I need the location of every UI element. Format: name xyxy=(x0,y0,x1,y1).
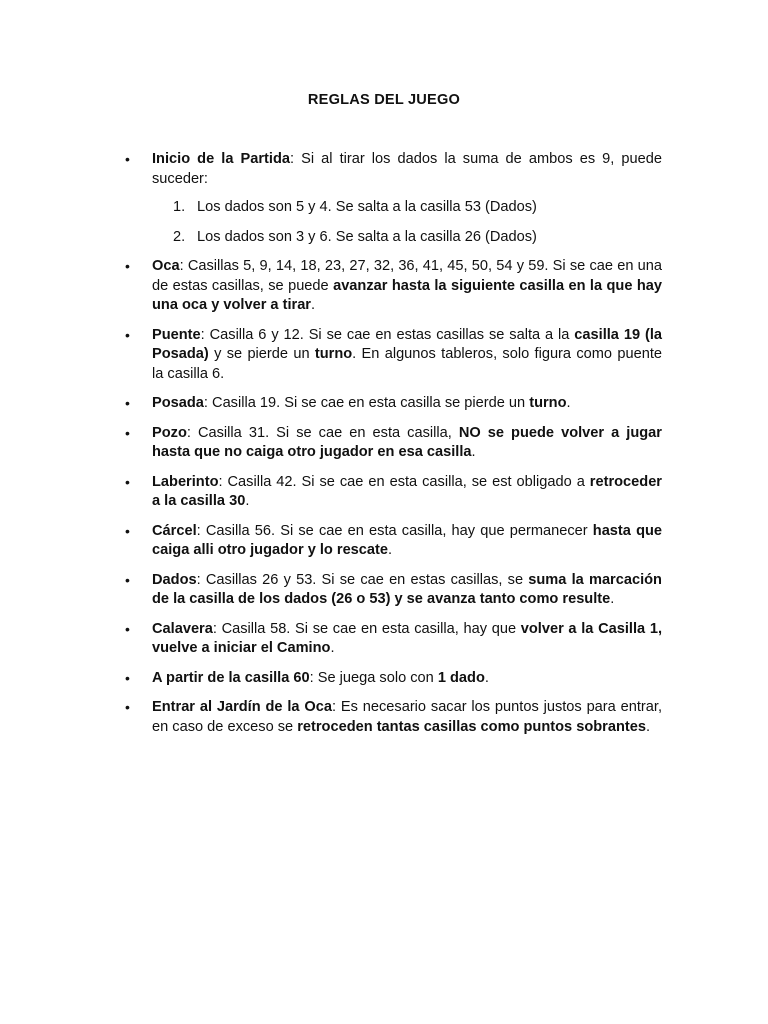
rule-description: . xyxy=(330,640,335,656)
rule-text xyxy=(152,150,662,189)
bullet-icon: • xyxy=(125,473,130,490)
sublist-text: Los dados son 5 y 4. Se salta a la casilla 53 (Dados) xyxy=(197,199,537,215)
page-title: REGLAS DEL JUEGO xyxy=(307,92,461,108)
rule-text xyxy=(152,424,662,463)
rule-term: Oca xyxy=(152,258,180,274)
sublist-item xyxy=(152,198,662,218)
rule-text xyxy=(152,326,662,385)
rule-term: Pozo xyxy=(152,424,187,441)
rule-description: : Casilla 19. Si se cae en esta casilla se pierde un xyxy=(203,395,530,411)
rule-emphasis: suma la marcación de la casilla de los dados (26 o 53) y se avanza tanto como resulte xyxy=(152,571,662,607)
bullet-icon: • xyxy=(125,326,130,343)
rule-text xyxy=(152,257,662,316)
bullet-icon: • xyxy=(125,151,130,167)
rule-oca xyxy=(125,257,662,316)
rule-casilla-60 xyxy=(125,669,662,689)
rule-posada xyxy=(125,394,662,414)
rule-sublist xyxy=(152,198,662,247)
rule-description: : Es necesario sacar los puntos justos para entrar, en caso de exceso se xyxy=(152,699,662,735)
rule-term: Calavera xyxy=(152,620,213,637)
rule-description: : Casilla 6 y 12. Si se cae en estas casillas se salta a la xyxy=(200,326,575,343)
bullet-icon: • xyxy=(125,620,130,637)
rule-description: . xyxy=(610,591,615,607)
sublist-item xyxy=(152,228,662,248)
rule-description: . xyxy=(484,669,489,686)
rule-emphasis: retroceden tantas casillas como puntos sobrantes xyxy=(297,718,646,735)
rule-term: Inicio de la Partida xyxy=(152,151,290,167)
rule-text xyxy=(152,669,662,689)
bullet-icon: • xyxy=(125,522,130,539)
rules-list xyxy=(125,150,663,747)
rule-pozo xyxy=(125,424,662,463)
bullet-icon: • xyxy=(125,258,130,274)
rule-calavera xyxy=(125,620,662,659)
rule-term: Dados xyxy=(152,571,197,588)
rule-laberinto xyxy=(125,473,662,512)
rule-term: Puente xyxy=(152,326,201,343)
rule-text xyxy=(152,473,662,512)
rule-emphasis: turno xyxy=(529,395,567,411)
rule-term: Cárcel xyxy=(152,522,197,539)
rule-emphasis: 1 dado xyxy=(437,669,485,686)
rule-emphasis: turno xyxy=(314,346,353,362)
rule-emphasis: NO se puede volver a jugar hasta que no caiga otro jugador en esa casilla xyxy=(152,424,662,460)
rule-description: . xyxy=(388,542,393,558)
rule-text xyxy=(152,620,662,659)
rule-text xyxy=(152,394,662,414)
rule-term: Posada xyxy=(152,395,204,411)
rule-text xyxy=(152,698,662,737)
rule-term: Laberinto xyxy=(152,473,219,490)
rule-description: . xyxy=(471,444,476,460)
rule-emphasis: volver a la Casilla 1, vuelve a iniciar el Camino xyxy=(152,620,662,656)
bullet-icon: • xyxy=(125,699,130,715)
sublist-number: 1. xyxy=(173,199,186,215)
bullet-icon: • xyxy=(125,395,130,411)
rule-inicio-partida xyxy=(125,150,663,247)
rule-emphasis: avanzar hasta la siguiente casilla en la que hay una oca y volver a tirar xyxy=(152,277,662,313)
rule-emphasis: hasta que caiga alli otro jugador y lo rescate xyxy=(152,522,663,558)
rule-description: : Se juega solo con xyxy=(309,669,438,686)
rule-text xyxy=(152,522,662,561)
rule-description: : Casilla 42. Si se cae en esta casilla, se est obligado a xyxy=(218,473,590,490)
rule-description: : Casilla 56. Si se cae en esta casilla, hay que permanecer xyxy=(196,522,593,539)
rule-carcel xyxy=(125,522,663,561)
rule-description: . xyxy=(311,297,316,313)
rule-description: . xyxy=(645,718,651,735)
rule-jardin-oca xyxy=(125,698,662,737)
rule-description: : Casilla 58. Si se cae en esta casilla, hay que xyxy=(212,620,521,637)
sublist-text: Los dados son 3 y 6. Se salta a la casilla 26 (Dados) xyxy=(197,228,537,245)
rule-description: : Casilla 31. Si se cae en esta casilla, xyxy=(186,424,459,441)
sublist-number: 2. xyxy=(173,228,186,245)
rule-text xyxy=(152,571,662,610)
rule-puente xyxy=(125,326,662,385)
rule-description: . xyxy=(245,493,250,509)
bullet-icon: • xyxy=(125,571,130,588)
rule-emphasis: casilla 19 (la Posada) xyxy=(152,326,662,362)
rule-dados xyxy=(125,571,662,610)
rule-description: : Si al tirar los dados la suma de ambos es 9, puede suceder: xyxy=(152,151,663,187)
rule-description: . En algunos tableros, solo figura como puente la casilla 6. xyxy=(152,346,662,382)
rule-emphasis: retroceder a la casilla 30 xyxy=(152,473,662,509)
bullet-icon: • xyxy=(125,669,130,686)
bullet-icon: • xyxy=(125,424,130,441)
rule-description: : Casillas 26 y 53. Si se cae en estas casillas, se xyxy=(196,571,529,588)
rule-description: y se pierde un xyxy=(208,346,315,362)
rule-description: : Casillas 5, 9, 14, 18, 23, 27, 32, 36, 41, 45, 50, 54 y 59. Si se cae en una de estas casillas, se puede xyxy=(152,258,662,294)
rule-description: . xyxy=(566,395,571,411)
rule-term: A partir de la casilla 60 xyxy=(152,669,310,686)
rule-term: Entrar al Jardín de la Oca xyxy=(152,699,332,715)
